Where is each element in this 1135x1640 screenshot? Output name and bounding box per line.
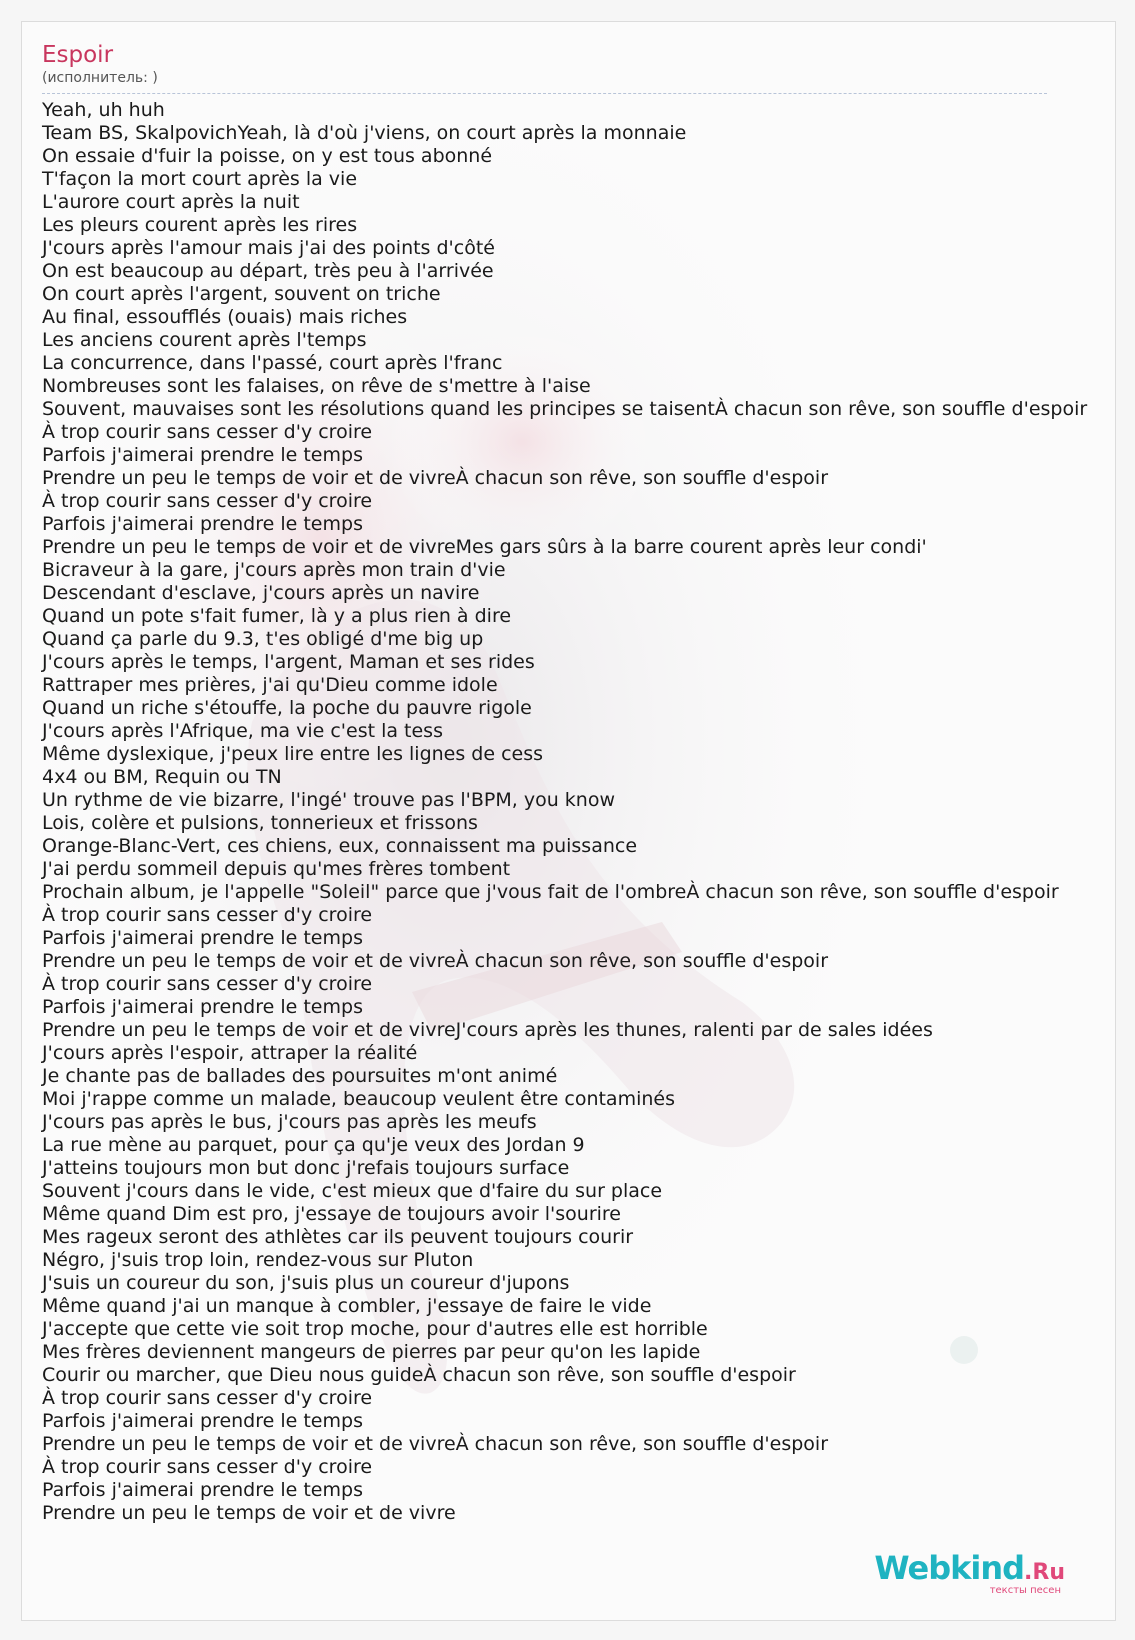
- lyric-line: Les anciens courent après l'temps: [42, 329, 367, 351]
- lyric-line: Prendre un peu le temps de voir et de vivreÀ chacun son rêve, son souffle d'espoir: [42, 467, 829, 489]
- lyric-line: À trop courir sans cesser d'y croire: [42, 973, 373, 995]
- lyric-line: Orange-Blanc-Vert, ces chiens, eux, connaissent ma puissance: [42, 835, 638, 857]
- webkind-logo[interactable]: [874, 1551, 1065, 1596]
- logo-tagline: тексты песен: [989, 1585, 1061, 1596]
- lyric-line: Souvent, mauvaises sont les résolutions quand les principes se taisentÀ chacun son rêve, son souffle d'espoir: [42, 398, 1088, 420]
- artist-line: [42, 70, 1095, 87]
- lyric-line: Parfois j'aimerai prendre le temps: [42, 513, 363, 535]
- lyric-line: À trop courir sans cesser d'y croire: [42, 421, 373, 443]
- lyric-line: On court après l'argent, souvent on triche: [42, 283, 441, 305]
- lyric-line: Prendre un peu le temps de voir et de vivreJ'cours après les thunes, ralenti par de sales idées: [42, 1019, 933, 1041]
- lyric-line: Parfois j'aimerai prendre le temps: [42, 927, 363, 949]
- lyric-line: À trop courir sans cesser d'y croire: [42, 1387, 373, 1409]
- lyric-line: J'cours après l'espoir, attraper la réalité: [42, 1042, 418, 1064]
- lyric-line: J'accepte que cette vie soit trop moche, pour d'autres elle est horrible: [42, 1318, 708, 1340]
- lyric-line: La concurrence, dans l'passé, court après l'franc: [42, 352, 503, 374]
- lyric-line: Nombreuses sont les falaises, on rêve de s'mettre à l'aise: [42, 375, 591, 397]
- lyric-line: Mes rageux seront des athlètes car ils peuvent toujours courir: [42, 1226, 634, 1248]
- lyric-line: Quand un riche s'étouffe, la poche du pauvre rigole: [42, 697, 532, 719]
- lyric-line: Mes frères deviennent mangeurs de pierres par peur qu'on les lapide: [42, 1341, 701, 1363]
- lyric-line: À trop courir sans cesser d'y croire: [42, 490, 373, 512]
- lyric-line: 4x4 ou BM, Requin ou TN: [42, 766, 282, 788]
- lyric-line: J'atteins toujours mon but donc j'refais toujours surface: [42, 1157, 570, 1179]
- lyric-line: Quand ça parle du 9.3, t'es obligé d'me big up: [42, 628, 484, 650]
- lyric-line: On est beaucoup au départ, très peu à l'arrivée: [42, 260, 494, 282]
- lyric-line: Même quand j'ai un manque à combler, j'essaye de faire le vide: [42, 1295, 652, 1317]
- lyric-line: On essaie d'fuir la poisse, on y est tous abonné: [42, 145, 493, 167]
- lyric-line: J'cours après le temps, l'argent, Maman et ses rides: [42, 651, 535, 673]
- lyric-line: J'ai perdu sommeil depuis qu'mes frères tombent: [42, 858, 511, 880]
- lyric-line: Parfois j'aimerai prendre le temps: [42, 444, 363, 466]
- lyric-line: Parfois j'aimerai prendre le temps: [42, 996, 363, 1018]
- lyric-line: Même quand Dim est pro, j'essaye de toujours avoir l'sourire: [42, 1203, 621, 1225]
- lyric-line: Au final, essoufflés (ouais) mais riches: [42, 306, 408, 328]
- lyric-line: La rue mène au parquet, pour ça qu'je veux des Jordan 9: [42, 1134, 585, 1156]
- lyric-line: J'cours pas après le bus, j'cours pas après les meufs: [42, 1111, 537, 1133]
- lyric-line: Souvent j'cours dans le vide, c'est mieux que d'faire du sur place: [42, 1180, 663, 1202]
- lyric-line: À trop courir sans cesser d'y croire: [42, 904, 373, 926]
- logo-tld: .Ru: [1024, 1560, 1065, 1585]
- lyrics-card: [21, 21, 1116, 1621]
- lyric-line: Rattraper mes prières, j'ai qu'Dieu comme idole: [42, 674, 498, 696]
- lyric-line: Négro, j'suis trop loin, rendez-vous sur Pluton: [42, 1249, 474, 1271]
- lyric-line: Descendant d'esclave, j'cours après un navire: [42, 582, 480, 604]
- lyric-line: Yeah, uh huh: [42, 99, 165, 121]
- lyric-line: Prendre un peu le temps de voir et de vivre: [42, 1502, 456, 1524]
- lyric-line: T'façon la mort court après la vie: [42, 168, 358, 190]
- lyric-line: Même dyslexique, j'peux lire entre les lignes de cess: [42, 743, 544, 765]
- lyric-line: L'aurore court après la nuit: [42, 191, 300, 213]
- lyric-line: Prendre un peu le temps de voir et de vivreÀ chacun son rêve, son souffle d'espoir: [42, 950, 829, 972]
- lyrics-content: [42, 40, 1095, 1525]
- artist-suffix: ): [152, 70, 158, 86]
- lyric-line: J'cours après l'Afrique, ma vie c'est la tess: [42, 720, 443, 742]
- artist-prefix: (исполнитель:: [42, 70, 153, 86]
- lyric-line: Bicraveur à la gare, j'cours après mon train d'vie: [42, 559, 506, 581]
- lyric-line: Parfois j'aimerai prendre le temps: [42, 1479, 363, 1501]
- logo-brand: Webkind: [874, 1549, 1025, 1587]
- lyric-line: Courir ou marcher, que Dieu nous guideÀ chacun son rêve, son souffle d'espoir: [42, 1364, 796, 1386]
- lyric-line: Team BS, SkalpovichYeah, là d'où j'viens, on court après la monnaie: [42, 122, 687, 144]
- lyric-line: À trop courir sans cesser d'y croire: [42, 1456, 373, 1478]
- lyric-line: Les pleurs courent après les rires: [42, 214, 358, 236]
- lyric-line: Moi j'rappe comme un malade, beaucoup veulent être contaminés: [42, 1088, 675, 1110]
- song-title: Espoir: [42, 42, 114, 68]
- lyric-line: J'suis un coureur du son, j'suis plus un coureur d'jupons: [42, 1272, 570, 1294]
- lyric-line: Un rythme de vie bizarre, l'ingé' trouve pas l'BPM, you know: [42, 789, 615, 811]
- lyric-line: Prendre un peu le temps de voir et de vivreMes gars sûrs à la barre courent après leur condi': [42, 536, 927, 558]
- lyric-line: Lois, colère et pulsions, tonnerieux et frissons: [42, 812, 478, 834]
- title-separator: [42, 93, 1047, 94]
- lyric-line: J'cours après l'amour mais j'ai des points d'côté: [42, 237, 495, 259]
- lyric-line: Parfois j'aimerai prendre le temps: [42, 1410, 363, 1432]
- lyric-line: Quand un pote s'fait fumer, là y a plus rien à dire: [42, 605, 512, 627]
- lyric-line: Prendre un peu le temps de voir et de vivreÀ chacun son rêve, son souffle d'espoir: [42, 1433, 829, 1455]
- lyric-line: Prochain album, je l'appelle "Soleil" parce que j'vous fait de l'ombreÀ chacun son rêve, son souffle d'espoir: [42, 881, 1059, 903]
- lyrics-text: [42, 99, 1095, 1525]
- lyric-line: Je chante pas de ballades des poursuites m'ont animé: [42, 1065, 558, 1087]
